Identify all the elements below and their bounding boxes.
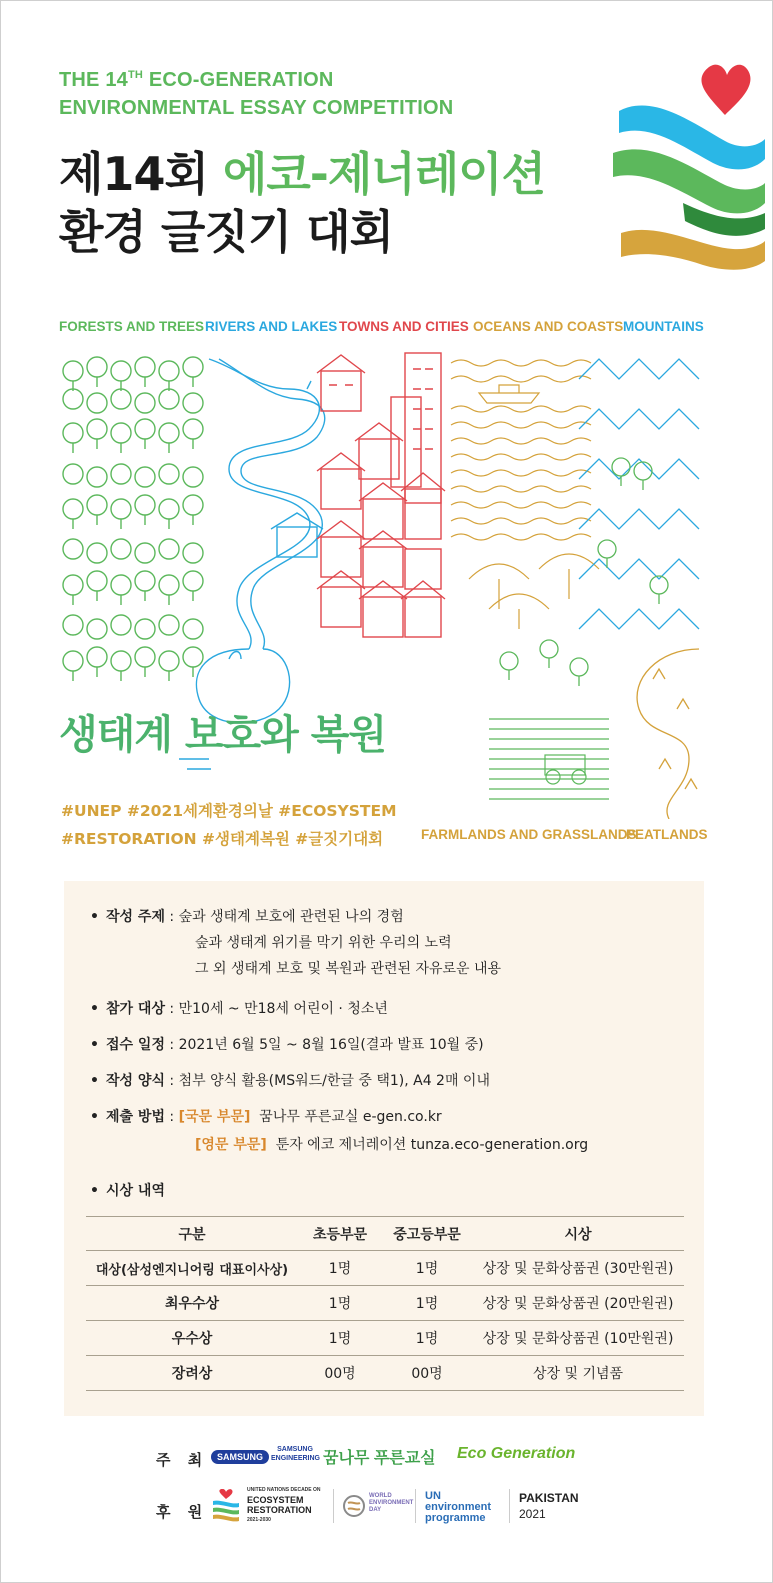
awards-header: 중고등부문 [382,1217,472,1251]
bullet-icon: • [90,1073,99,1089]
hashtags-line1: #UNEP #2021세계환경의날 #ECOSYSTEM [61,802,397,820]
en-title-sup: TH [128,69,144,81]
hashtags-line2: #RESTORATION #생태계복원 #글짓기대회 [61,830,384,848]
table-row [86,1356,684,1391]
bullet-icon: • [90,909,99,925]
bullet-icon: • [90,1109,99,1125]
award-name: 최우수상 [86,1286,298,1321]
category-rivers [205,319,337,334]
category-mountains-label: MOUNTAINS [623,319,704,334]
table-row [86,1286,684,1321]
samsung-engineering-logo: SAMSUNG ENGINEERING [271,1446,321,1462]
forest-trees-graphic [63,357,203,681]
pakistan-year: 2021 [519,1507,546,1521]
divider [415,1489,416,1523]
slogan: 생태계 보호와 복원 [59,712,386,758]
en-title-rest: ECO-GENERATION [143,69,334,91]
awards-table [86,1216,684,1391]
awards-header-row [86,1217,684,1251]
target-label: 참가 대상 [106,1001,165,1017]
target-row: • 참가 대상 : 만10세 ~ 만18세 어린이 · 청소년 [90,1001,388,1017]
category-rivers-label: RIVERS AND LAKES [205,319,338,334]
topic-row: • 작성 주제 : 숲과 생태계 보호에 관련된 나의 경험 숲과 생태계 위기를 막기 위한 우리의 노력 그 외 생태계 보호 및 복원과 관련된 자유로운 내용 [90,909,502,977]
schedule-label: 접수 일정 [106,1037,165,1053]
topic-line: 숲과 생태계 위기를 막기 위한 우리의 노력 [195,935,452,951]
bullet-icon: • [90,1001,99,1017]
awards-label: 시상 내역 [106,1183,165,1199]
award-elementary: 1명 [298,1251,382,1286]
awards-header: 시상 [472,1217,684,1251]
award-elementary: 00명 [298,1356,382,1391]
support-sponsors [61,1487,711,1527]
topic-line: 숲과 생태계 보호에 관련된 나의 경험 [178,909,404,925]
target-value: 만10세 ~ 만18세 어린이 · 청소년 [178,1001,388,1017]
award-prize: 상장 및 문화상품권 (30만원권) [472,1251,684,1286]
category-oceans-label: OCEANS AND COASTS [473,319,624,334]
topic-line: 그 외 생태계 보호 및 복원과 관련된 자유로운 내용 [195,961,502,977]
hashtags [61,797,397,853]
submit-en-tag: [영문 부문] [195,1137,267,1153]
ecosystem-restoration-text: ECOSYSTEM RESTORATION [247,1495,312,1515]
ocean-waves-graphic [451,360,599,629]
support-label: 후 원 [156,1503,209,1521]
dreamtree-logo: 꿈나무 푸른교실 [323,1450,436,1467]
korean-title [59,145,545,261]
award-secondary: 00명 [382,1356,472,1391]
submit-ko-tag: [국문 부문] [178,1109,251,1125]
mountains-graphic [579,359,699,629]
category-farmlands: FARMLANDS AND GRASSLANDS [421,827,637,842]
category-towns-label: TOWNS AND CITIES [339,319,469,334]
award-prize: 상장 및 문화상품권 (20만원권) [472,1286,684,1321]
mountain-trees-graphic [500,458,668,686]
award-secondary: 1명 [382,1321,472,1356]
ko-title-line2: 환경 글짓기 대회 [59,205,394,259]
ko-title-brand: 에코-제너레이션 [222,147,546,201]
awards-header: 초등부문 [298,1217,382,1251]
en-title-line2: ENVIRONMENTAL ESSAY COMPETITION [59,97,454,119]
en-title-part: THE 14 [59,69,129,91]
submit-en-link[interactable]: 툰자 에코 제너레이션 tunza.eco-generation.org [275,1137,589,1153]
award-elementary: 1명 [298,1321,382,1356]
table-row [86,1251,684,1286]
info-box [64,881,704,1416]
award-name: 우수상 [86,1321,298,1356]
format-label: 작성 양식 [106,1073,165,1089]
english-title [59,61,453,122]
host-label: 주 최 [156,1451,209,1469]
schedule-row: • 접수 일정 : 2021년 6월 5일 ~ 8월 16일(결과 발표 10월 중) [90,1037,484,1053]
awards-row [90,1181,165,1201]
schedule-value: 2021년 6월 5일 ~ 8월 16일(결과 발표 10월 중) [178,1037,484,1053]
award-secondary: 1명 [382,1251,472,1286]
topic-label: 작성 주제 [106,909,165,925]
awards-header: 구분 [86,1217,298,1251]
farmland-graphic [489,719,609,799]
award-name: 장려상 [86,1356,298,1391]
category-towns [339,319,469,334]
divider [333,1489,334,1523]
world-environment-day-icon [343,1495,365,1517]
submit-ko-link[interactable]: 꿈나무 푸른교실 e-gen.co.kr [259,1109,442,1125]
samsung-logo: SAMSUNG [211,1450,269,1464]
category-mountains [623,319,704,334]
award-secondary: 1명 [382,1286,472,1321]
ko-title-number: 제14회 [59,147,223,201]
peatlands-graphic [637,649,699,819]
eco-generation-logo: Eco Generation [457,1445,576,1462]
town-buildings-graphic [317,353,445,637]
category-oceans [473,319,623,334]
bullet-icon: • [90,1183,99,1199]
format-value: 첨부 양식 활용(MS워드/한글 중 택1), A4 2매 이내 [178,1073,490,1089]
format-row: • 작성 양식 : 첨부 양식 활용(MS워드/한글 중 택1), A4 2매 이내 [90,1073,490,1089]
river-graphic [179,359,325,769]
award-prize: 상장 및 문화상품권 (10만원권) [472,1321,684,1356]
eco-heart-wave-logo [613,53,765,283]
un-environment-logo: UN environment programme [425,1490,492,1524]
bullet-icon: • [90,1037,99,1053]
world-environment-day-text: WORLD ENVIRONMENT DAY [369,1493,414,1513]
award-prize: 상장 및 기념품 [472,1356,684,1391]
table-row [86,1321,684,1356]
submit-label: 제출 방법 [106,1109,165,1125]
divider [509,1489,510,1523]
category-peatlands: PEATLANDS [626,827,708,842]
ecosystem-restoration-icon [211,1489,241,1523]
host-sponsors [61,1437,711,1477]
award-name: 대상(삼성엔지니어링 대표이사상) [86,1251,298,1286]
pakistan-text: PAKISTAN [519,1491,579,1505]
category-forests-label: FORESTS AND TREES [59,319,205,334]
un-decade-text: UNITED NATIONS DECADE ON [247,1487,321,1493]
ecosystem-restoration-years: 2021-2030 [247,1517,271,1523]
category-forests [59,319,204,334]
award-elementary: 1명 [298,1286,382,1321]
submit-row: • 제출 방법 : [국문 부문] 꿈나무 푸른교실 e-gen.co.kr [영문 부문] 툰자 에코 제너레이션 tunza.eco-generation.org [90,1109,589,1153]
